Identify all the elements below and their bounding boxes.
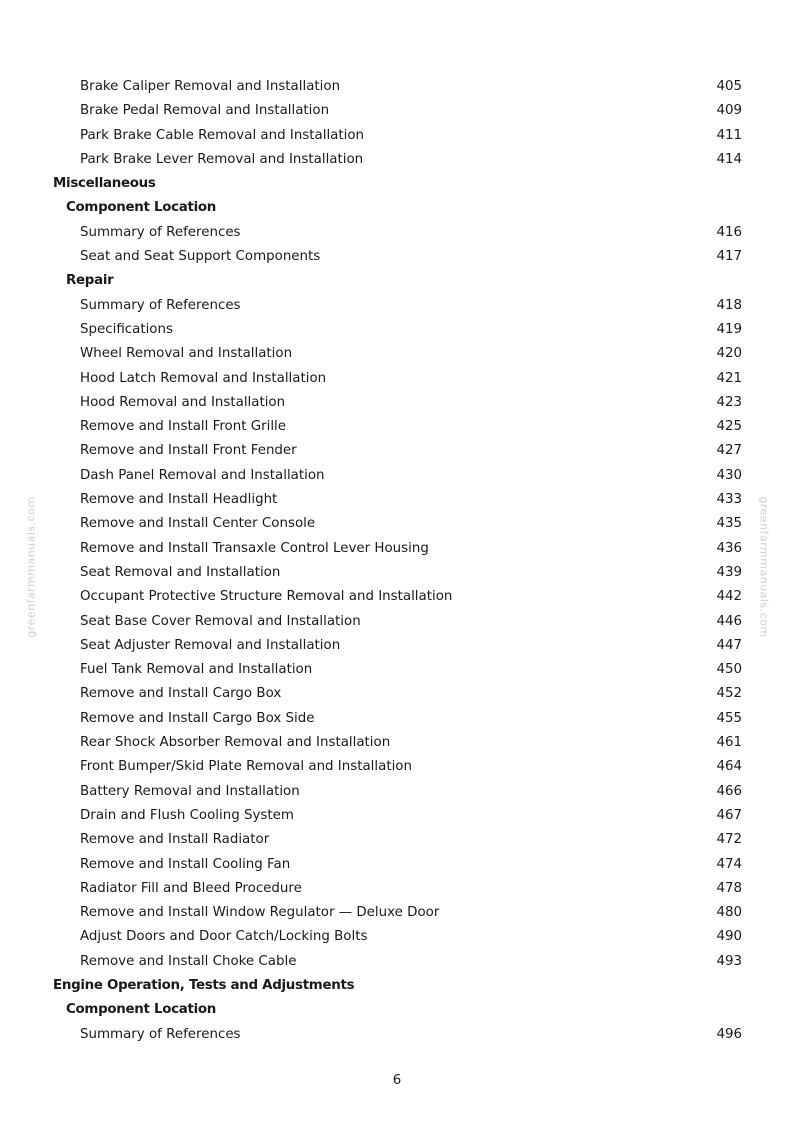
toc-entry-page: 455 xyxy=(716,710,742,726)
toc-entry-page: 472 xyxy=(716,832,742,848)
toc-entry-title: Component Location xyxy=(66,1002,217,1018)
toc-entry-title: Remove and Install Radiator xyxy=(80,832,270,848)
toc-entry-page: 446 xyxy=(716,613,742,629)
toc-entry-title: Fuel Tank Removal and Installation xyxy=(80,662,313,678)
toc-entry-title: Brake Caliper Removal and Installation xyxy=(80,79,341,94)
toc-entry-title: Wheel Removal and Installation xyxy=(80,346,293,362)
toc-entry[interactable] xyxy=(0,585,794,609)
toc-entry-page: 496 xyxy=(716,1026,742,1042)
toc-entry-page: 409 xyxy=(716,103,742,119)
toc-entry[interactable] xyxy=(0,925,794,949)
toc-entry[interactable] xyxy=(0,318,794,342)
toc-section-heading[interactable] xyxy=(0,172,794,196)
toc-entry-page: 423 xyxy=(716,394,742,410)
toc-entry[interactable] xyxy=(0,99,794,123)
toc-entry-title: Component Location xyxy=(66,200,217,216)
toc-entry[interactable] xyxy=(0,148,794,172)
toc-entry-title: Seat Removal and Installation xyxy=(80,564,281,580)
toc-entry-page: 447 xyxy=(716,637,742,653)
toc-section-heading[interactable] xyxy=(0,974,794,998)
toc-entry-title: Remove and Install Front Grille xyxy=(80,419,287,435)
toc-entry-title: Hood Removal and Installation xyxy=(80,394,286,410)
toc-entry[interactable] xyxy=(0,464,794,488)
toc-entry[interactable] xyxy=(0,634,794,658)
toc-entry-title: Dash Panel Removal and Installation xyxy=(80,467,325,483)
toc-entry-title: Repair xyxy=(66,273,114,289)
toc-entry-page: 450 xyxy=(716,662,742,678)
toc-entry[interactable] xyxy=(0,828,794,852)
toc-entry-page: 480 xyxy=(716,905,742,921)
toc-entry[interactable] xyxy=(0,75,794,99)
toc-entry-title: Rear Shock Absorber Removal and Installation xyxy=(80,735,391,751)
toc-entry-title: Remove and Install Cargo Box xyxy=(80,686,282,702)
toc-entry-page: 416 xyxy=(716,224,742,240)
toc-subsection-heading[interactable] xyxy=(0,998,794,1022)
toc-entry-page: 430 xyxy=(716,467,742,483)
toc-entry-page: 493 xyxy=(716,953,742,969)
toc-entry-page: 417 xyxy=(716,249,742,265)
toc-entry[interactable] xyxy=(0,537,794,561)
toc-entry-title: Remove and Install Cooling Fan xyxy=(80,856,291,872)
toc-entry-title: Front Bumper/Skid Plate Removal and Installation xyxy=(80,759,412,775)
toc-entry[interactable] xyxy=(0,488,794,512)
toc-entry[interactable] xyxy=(0,853,794,877)
toc-entry[interactable] xyxy=(0,950,794,974)
toc-entry-page: 490 xyxy=(716,929,742,945)
toc-entry-title: Drain and Flush Cooling System xyxy=(80,807,294,823)
toc-entry-page: 405 xyxy=(716,79,742,94)
toc-entry-page: 425 xyxy=(716,419,742,435)
toc-entry[interactable] xyxy=(0,1023,794,1047)
toc-entry[interactable] xyxy=(0,221,794,245)
toc-entry[interactable] xyxy=(0,245,794,269)
toc-entry-page: 474 xyxy=(716,856,742,872)
watermark-right: greenfarmmanuals.com xyxy=(757,496,771,638)
toc-entry-page: 467 xyxy=(716,807,742,823)
toc-entry-title: Remove and Install Choke Cable xyxy=(80,953,297,969)
toc-entry-title: Seat Base Cover Removal and Installation xyxy=(80,613,361,629)
toc-entry-page: 466 xyxy=(716,783,742,799)
toc-entry-title: Occupant Protective Structure Removal and Installation xyxy=(80,589,453,605)
toc-entry[interactable] xyxy=(0,707,794,731)
toc-entry-page: 420 xyxy=(716,346,742,362)
toc-entry[interactable] xyxy=(0,561,794,585)
toc-subsection-heading[interactable] xyxy=(0,196,794,220)
toc-entry-page: 418 xyxy=(716,297,742,313)
toc-entry[interactable] xyxy=(0,342,794,366)
toc-entry-page: 435 xyxy=(716,516,742,532)
toc-entry[interactable] xyxy=(0,755,794,779)
toc-entry-title: Remove and Install Transaxle Control Lever Housing xyxy=(80,540,429,556)
toc-entry-title: Brake Pedal Removal and Installation xyxy=(80,103,330,119)
toc-entry[interactable] xyxy=(0,780,794,804)
toc-entry-page: 464 xyxy=(716,759,742,775)
toc-entry-page: 452 xyxy=(716,686,742,702)
toc-entry-title: Remove and Install Headlight xyxy=(80,492,278,508)
toc-entry-title: Summary of References xyxy=(80,297,241,313)
toc-entry[interactable] xyxy=(0,294,794,318)
toc-entry[interactable] xyxy=(0,439,794,463)
toc-entry[interactable] xyxy=(0,901,794,925)
toc-entry-title: Radiator Fill and Bleed Procedure xyxy=(80,880,302,896)
toc-entry-title: Seat and Seat Support Components xyxy=(80,249,321,265)
toc-entry-title: Remove and Install Window Regulator — Deluxe Door xyxy=(80,905,440,921)
page-number: 6 xyxy=(392,1073,402,1088)
toc-subsection-heading[interactable] xyxy=(0,269,794,293)
toc-entry-page: 436 xyxy=(716,540,742,556)
toc-entry-title: Park Brake Cable Removal and Installation xyxy=(80,127,365,143)
toc-entry-title: Remove and Install Center Console xyxy=(80,516,316,532)
toc-entry-title: Battery Removal and Installation xyxy=(80,783,300,799)
toc-entry-page: 433 xyxy=(716,492,742,508)
toc-entry[interactable] xyxy=(0,731,794,755)
toc-entry-title: Remove and Install Cargo Box Side xyxy=(80,710,315,726)
toc-entry-page: 478 xyxy=(716,880,742,896)
toc-entry-title: Specifications xyxy=(80,321,173,337)
toc-entry-page: 439 xyxy=(716,564,742,580)
toc-entry[interactable] xyxy=(0,124,794,148)
toc-entry[interactable] xyxy=(0,658,794,682)
toc-entry-title: Summary of References xyxy=(80,1026,241,1042)
toc-entry-page: 421 xyxy=(716,370,742,386)
toc-entry-page: 442 xyxy=(716,589,742,605)
toc-entry[interactable] xyxy=(0,367,794,391)
toc-entry[interactable] xyxy=(0,877,794,901)
table-of-contents xyxy=(0,75,794,1047)
toc-entry[interactable] xyxy=(0,391,794,415)
toc-entry[interactable] xyxy=(0,512,794,536)
toc-entry-title: Remove and Install Front Fender xyxy=(80,443,297,459)
toc-entry[interactable] xyxy=(0,804,794,828)
toc-entry-title: Adjust Doors and Door Catch/Locking Bolts xyxy=(80,929,368,945)
toc-entry-title: Summary of References xyxy=(80,224,241,240)
toc-entry-page: 427 xyxy=(716,443,742,459)
toc-entry[interactable] xyxy=(0,610,794,634)
toc-entry-title: Park Brake Lever Removal and Installation xyxy=(80,151,364,167)
toc-entry[interactable] xyxy=(0,415,794,439)
toc-entry[interactable] xyxy=(0,682,794,706)
watermark-left: greenfarmmanuals.com xyxy=(24,496,38,638)
toc-entry-page: 411 xyxy=(716,127,742,143)
toc-entry-title: Seat Adjuster Removal and Installation xyxy=(80,637,341,653)
toc-entry-page: 414 xyxy=(716,151,742,167)
toc-entry-title: Miscellaneous xyxy=(53,176,156,192)
toc-entry-title: Engine Operation, Tests and Adjustments xyxy=(53,977,355,993)
toc-entry-page: 461 xyxy=(716,735,742,751)
toc-entry-page: 419 xyxy=(716,321,742,337)
toc-entry-title: Hood Latch Removal and Installation xyxy=(80,370,327,386)
